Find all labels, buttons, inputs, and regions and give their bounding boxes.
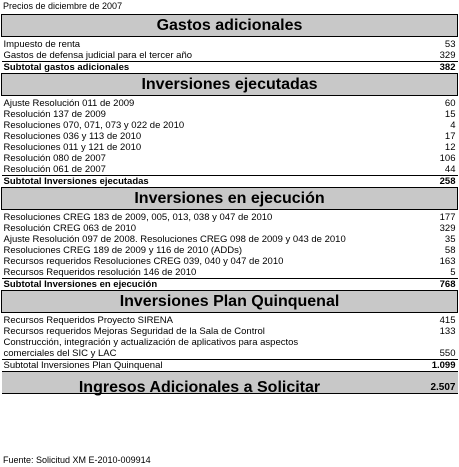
price-note: Precios de diciembre de 2007: [3, 1, 123, 11]
table-row: [2, 337, 458, 360]
table-row: [2, 39, 458, 50]
row-label: Recursos Requeridos Proyecto SIRENA: [3, 315, 173, 326]
section-title: Inversiones ejecutadas: [2, 74, 458, 96]
section-header: [2, 15, 458, 37]
row-value: 4: [450, 120, 456, 131]
row-value: 5: [450, 267, 456, 278]
row-label: Gastos de defensa judicial para el tercer año: [3, 50, 193, 61]
total-label: Ingresos Adicionales a Solicitar: [2, 372, 398, 394]
section-header: [2, 74, 458, 96]
total-row: [2, 372, 458, 394]
table-row: [2, 164, 458, 176]
row-label: Ajuste Resolución 097 de 2008. Resoluciones CREG 098 de 2009 y 043 de 2010: [3, 234, 346, 245]
row-value: 550: [439, 348, 456, 359]
table-row: [2, 98, 458, 109]
section-title: Inversiones Plan Quinquenal: [2, 291, 458, 313]
row-value: 60: [444, 98, 456, 109]
subtotal-row: [2, 176, 458, 188]
row-label: Resoluciones 070, 071, 073 y 022 de 2010: [3, 120, 185, 131]
section-title: Gastos adicionales: [2, 15, 458, 37]
row-label: Recursos requeridos Resoluciones CREG 039, 040 y 047 de 2010: [3, 256, 284, 267]
table-row: [2, 267, 458, 279]
table-row: [2, 153, 458, 164]
row-label: Resoluciones 011 y 121 de 2010: [3, 142, 142, 153]
row-value: 53: [444, 39, 456, 50]
subtotal-label: Subtotal Inversiones ejecutadas: [2, 176, 398, 188]
row-label: Resoluciones 036 y 113 de 2010: [3, 131, 142, 142]
row-label: Ajuste Resolución 011 de 2009: [3, 98, 135, 109]
table-row: [2, 131, 458, 142]
row-value: 15: [444, 109, 456, 120]
table-row: [2, 234, 458, 245]
row-label: Resolución CREG 063 de 2010: [3, 223, 137, 234]
budget-table: [1, 14, 458, 394]
subtotal-label: Subtotal Inversiones Plan Quinquenal: [2, 360, 398, 372]
subtotal-row: [2, 360, 458, 372]
subtotal-label: Subtotal Inversiones en ejecución: [2, 279, 398, 291]
row-label: Recursos requeridos Mejoras Seguridad de la Sala de Control: [3, 326, 265, 337]
table-row: [2, 256, 458, 267]
total-value: 2.507: [398, 372, 458, 394]
row-label: Resoluciones CREG 189 de 2009 y 116 de 2010 (ADDs): [3, 245, 243, 256]
row-label: Resolución 137 de 2009: [3, 109, 106, 120]
table-row: [2, 109, 458, 120]
row-value: 177: [439, 212, 456, 223]
subtotal-label: Subtotal gastos adicionales: [2, 62, 398, 74]
row-value: 17: [444, 131, 456, 142]
row-value: 44: [444, 164, 456, 175]
subtotal-row: [2, 62, 458, 74]
subtotal-row: [2, 279, 458, 291]
subtotal-value: 382: [398, 62, 458, 74]
subtotal-value: 768: [398, 279, 458, 291]
row-label: Recursos Requeridos resolución 146 de 2010: [3, 267, 197, 278]
row-value: 415: [439, 315, 456, 326]
table-row: [2, 326, 458, 337]
table-row: [2, 50, 458, 62]
section-header: [2, 291, 458, 313]
table-row: [2, 120, 458, 131]
source-note: Fuente: Solicitud XM E-2010-009914: [3, 455, 151, 465]
table-row: [2, 223, 458, 234]
subtotal-value: 1.099: [398, 360, 458, 372]
row-value: 12: [444, 142, 456, 153]
row-label: Resolución 080 de 2007: [3, 153, 106, 164]
section-title: Inversiones en ejecución: [2, 188, 458, 210]
section-header: [2, 188, 458, 210]
table-row: [2, 142, 458, 153]
row-value: 133: [439, 326, 456, 337]
table-row: [2, 315, 458, 326]
subtotal-value: 258: [398, 176, 458, 188]
row-label: Impuesto de renta: [3, 39, 81, 50]
row-value: 35: [444, 234, 456, 245]
row-value: 58: [444, 245, 456, 256]
row-value: 329: [439, 50, 456, 61]
table-row: [2, 245, 458, 256]
row-value: 106: [439, 153, 456, 164]
row-label: Resoluciones CREG 183 de 2009, 005, 013, 038 y 047 de 2010: [3, 212, 273, 223]
row-label: Resolución 061 de 2007: [3, 164, 106, 175]
row-label: Construcción, integración y actualización de aplicativos para aspectos comerciales del SIC y LAC: [3, 337, 299, 359]
row-value: 329: [439, 223, 456, 234]
row-value: 163: [439, 256, 456, 267]
table-row: [2, 212, 458, 223]
